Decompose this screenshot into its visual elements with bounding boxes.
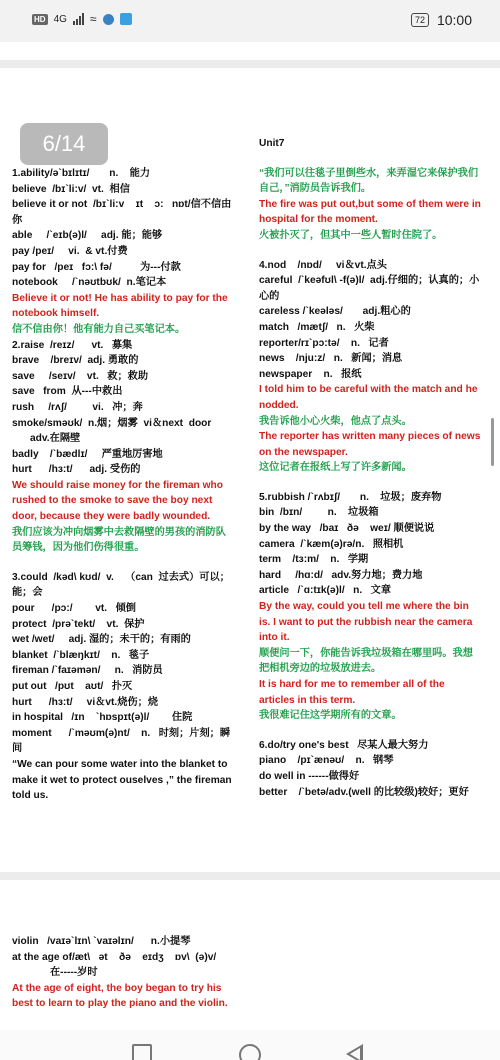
document-line: Unit7 <box>259 138 285 149</box>
document-line: camera /`kæm(ə)rə/n. 照相机 <box>259 538 404 550</box>
document-line: bin /bɪn/ n. 垃圾箱 <box>259 507 379 519</box>
status-right <box>411 12 472 28</box>
line-spacer <box>259 724 481 738</box>
document-line: by the way /baɪ ðə weɪ/ 顺便说说 <box>259 523 435 535</box>
document-line: hard /hɑ:d/ adv.努力地；费力地 <box>259 569 423 581</box>
document-line: able /`eɪb(ə)l/ adj. 能；能够 <box>12 230 163 242</box>
document-line: The reporter has written many pieces of news on the newspaper. <box>259 431 484 458</box>
document-line: 信不信由你！他有能力自己买笔记本。 <box>12 323 186 335</box>
app-notification-icon <box>103 14 114 25</box>
document-line: “We can pour some water into the blanket to make it wet to protect ouselves ,” the fireman told us. <box>12 758 235 802</box>
document-line: careful /`keəfʊl\ -f(ə)l/ adj.仔细的；认真的；小心的 <box>259 275 480 302</box>
document-line: newspaper n. 报纸 <box>259 368 362 380</box>
status-bar <box>0 0 500 42</box>
document-line: 3.could /kəd\ kʊd/ v. （can 过去式）可以；能；会 <box>12 571 230 599</box>
document-line: 火被扑灭了，但其中一些人暂时住院了。 <box>259 229 443 241</box>
document-line: article /`ɑ:tɪk(ə)l/ n. 文章 <box>259 585 392 597</box>
document-line: By the way, could you tell me where the bin is. I want to put the rubbish near the camera into it. <box>259 601 476 644</box>
line-spacer <box>259 476 481 490</box>
document-line: notebook /`nəʊtbʊk/ n.笔记本 <box>12 277 167 289</box>
wifi-icon: ≈ <box>89 12 97 26</box>
document-line: fireman /`faɪəmən/ n. 消防员 <box>12 665 163 677</box>
document-line: violin /vaɪə`lɪn\ `vaɪəlɪn/ n.小提琴 <box>12 936 191 947</box>
document-line: pour /pɔ:/ vt. 倾倒 <box>12 603 136 615</box>
document-line: protect /prə`tekt/ vt. 保护 <box>12 618 145 630</box>
document-line: 4.nod /nɒd/ vi＆vt.点头 <box>259 259 387 271</box>
document-line: The fire was put out,but some of them were in hospital for the moment. <box>259 198 484 226</box>
document-line: 1.ability/ə`bɪlɪtɪ/ n. 能力 <box>12 168 151 179</box>
battery-icon: 72 <box>411 13 429 27</box>
document-line: news /nju:z/ n. 新闻；消息 <box>259 353 403 365</box>
document-line: It is hard for me to remember all of the articles in this term. <box>259 679 448 706</box>
document-line: badly /`bædlɪ/ 严重地厉害地 <box>12 448 163 460</box>
document-line: brave /breɪv/ adj. 勇敢的 <box>12 355 139 367</box>
app-notification-icon-2 <box>120 13 132 25</box>
document-line: better /`betə/adv.(well 的比较级)较好；更好 <box>259 786 469 798</box>
recent-apps-icon[interactable] <box>132 1044 152 1060</box>
clock: 10:00 <box>436 12 472 28</box>
document-next-page-column <box>12 934 234 1012</box>
status-left <box>32 12 132 26</box>
document-line: adv.在隔壁 <box>30 433 81 445</box>
document-line: careless /`keələs/ adj.粗心的 <box>259 306 411 318</box>
document-line: “我们可以往毯子里倒些水，来弄湿它来保护我们自己，”消防员告诉我们。 <box>259 167 479 195</box>
document-line: in hospital /ɪn `hɒspɪt(ə)l/ 住院 <box>12 712 193 724</box>
document-line: I told him to be careful with the match and he nodded. <box>259 384 481 411</box>
document-left-column <box>12 166 234 804</box>
document-line: 我告诉他小心火柴，他点了点头。 <box>259 415 412 427</box>
document-line: pay for /peɪ fɔ:\ fə/ 为---付款 <box>12 261 181 273</box>
document-line: moment /`məʊm(ə)nt/ n. 时刻；片刻；瞬间 <box>12 727 231 755</box>
document-line: hurt /hɜ:t/ vi＆vt.烧伤；烧 <box>12 696 158 708</box>
document-line: hurt /hɜ:t/ adj. 受伤的 <box>12 464 141 476</box>
document-line: believe /bɪ`li:v/ vt. 相信 <box>12 183 130 195</box>
document-line: 这位记者在报纸上写了许多新闻。 <box>259 462 412 474</box>
document-line: do well in ------做得好 <box>259 770 360 782</box>
document-right-column <box>259 136 484 800</box>
home-icon[interactable] <box>239 1044 261 1060</box>
back-icon[interactable] <box>346 1044 363 1060</box>
document-line: wet /wet/ adj. 湿的；未干的；有雨的 <box>12 634 191 646</box>
scrollbar-thumb[interactable] <box>491 418 494 466</box>
document-line: save /seɪv/ vt. 救；救助 <box>12 370 149 382</box>
document-line: 2.raise /reɪz/ vt. 募集 <box>12 339 133 351</box>
document-line: rush /rʌʃ/ vi. 冲；奔 <box>12 401 143 413</box>
page-separator-top <box>0 60 500 68</box>
line-spacer <box>259 244 481 258</box>
document-line: 我们应该为冲向烟雾中去救隔壁的男孩的消防队员筹钱，因为他们伤得很重。 <box>12 526 226 554</box>
page-separator-bottom <box>0 872 500 880</box>
document-line: At the age of eight, the boy began to try his best to learn to play the piano and the violin. <box>12 982 228 1010</box>
document-line: pay /peɪ/ vi. & vt.付费 <box>12 245 128 257</box>
document-line: smoke/sməʊk/ n.烟；烟雾 vi＆next door <box>12 417 212 429</box>
document-line: match /mætʃ/ n. 火柴 <box>259 321 375 333</box>
document-line: believe it or not /bɪ`li:v ɪt ɔ: nɒt/信不信由你 <box>12 199 232 226</box>
document-line: save from 从---中救出 <box>12 386 123 398</box>
line-spacer <box>12 556 234 570</box>
document-line: 5.rubbish /`rʌbɪʃ/ n. 垃圾；废弃物 <box>259 491 442 503</box>
document-line: put out /pʊt aʊt/ 扑灭 <box>12 681 133 692</box>
document-line: 我很难记住这学期所有的文章。 <box>259 710 402 722</box>
network-type: 4G <box>53 13 67 25</box>
document-line: blanket /`blæŋkɪt/ n. 毯子 <box>12 649 150 661</box>
document-line: 顺便问一下，你能告诉我垃圾箱在哪里吗。我想把相机旁边的垃圾放进去。 <box>259 647 473 675</box>
navigation-bar <box>0 1030 500 1060</box>
page-indicator: 6/14 <box>20 123 108 165</box>
document-line: We should raise money for the fireman who rushed to the smoke to save the boy next door, because they were badly wounded. <box>12 479 226 523</box>
signal-icon <box>73 13 84 25</box>
document-line: piano /pɪ`ænəʊ/ n. 钢琴 <box>259 755 394 767</box>
document-line: 6.do/try one's best 尽某人最大努力 <box>259 739 429 751</box>
document-line: Believe it or not! He has ability to pay for the notebook himself. <box>12 292 231 320</box>
line-spacer <box>259 152 481 166</box>
document-line: at the age of/æt\ ət ðə eɪdʒ ɒv\ (ə)v/ <box>12 951 217 963</box>
document-line: 在-----岁时 <box>50 967 98 979</box>
hd-badge: HD <box>34 14 46 24</box>
document-line: term /tɜ:m/ n. 学期 <box>259 554 369 566</box>
document-line: reporter/rɪ`pɔ:tə/ n. 记者 <box>259 337 389 349</box>
